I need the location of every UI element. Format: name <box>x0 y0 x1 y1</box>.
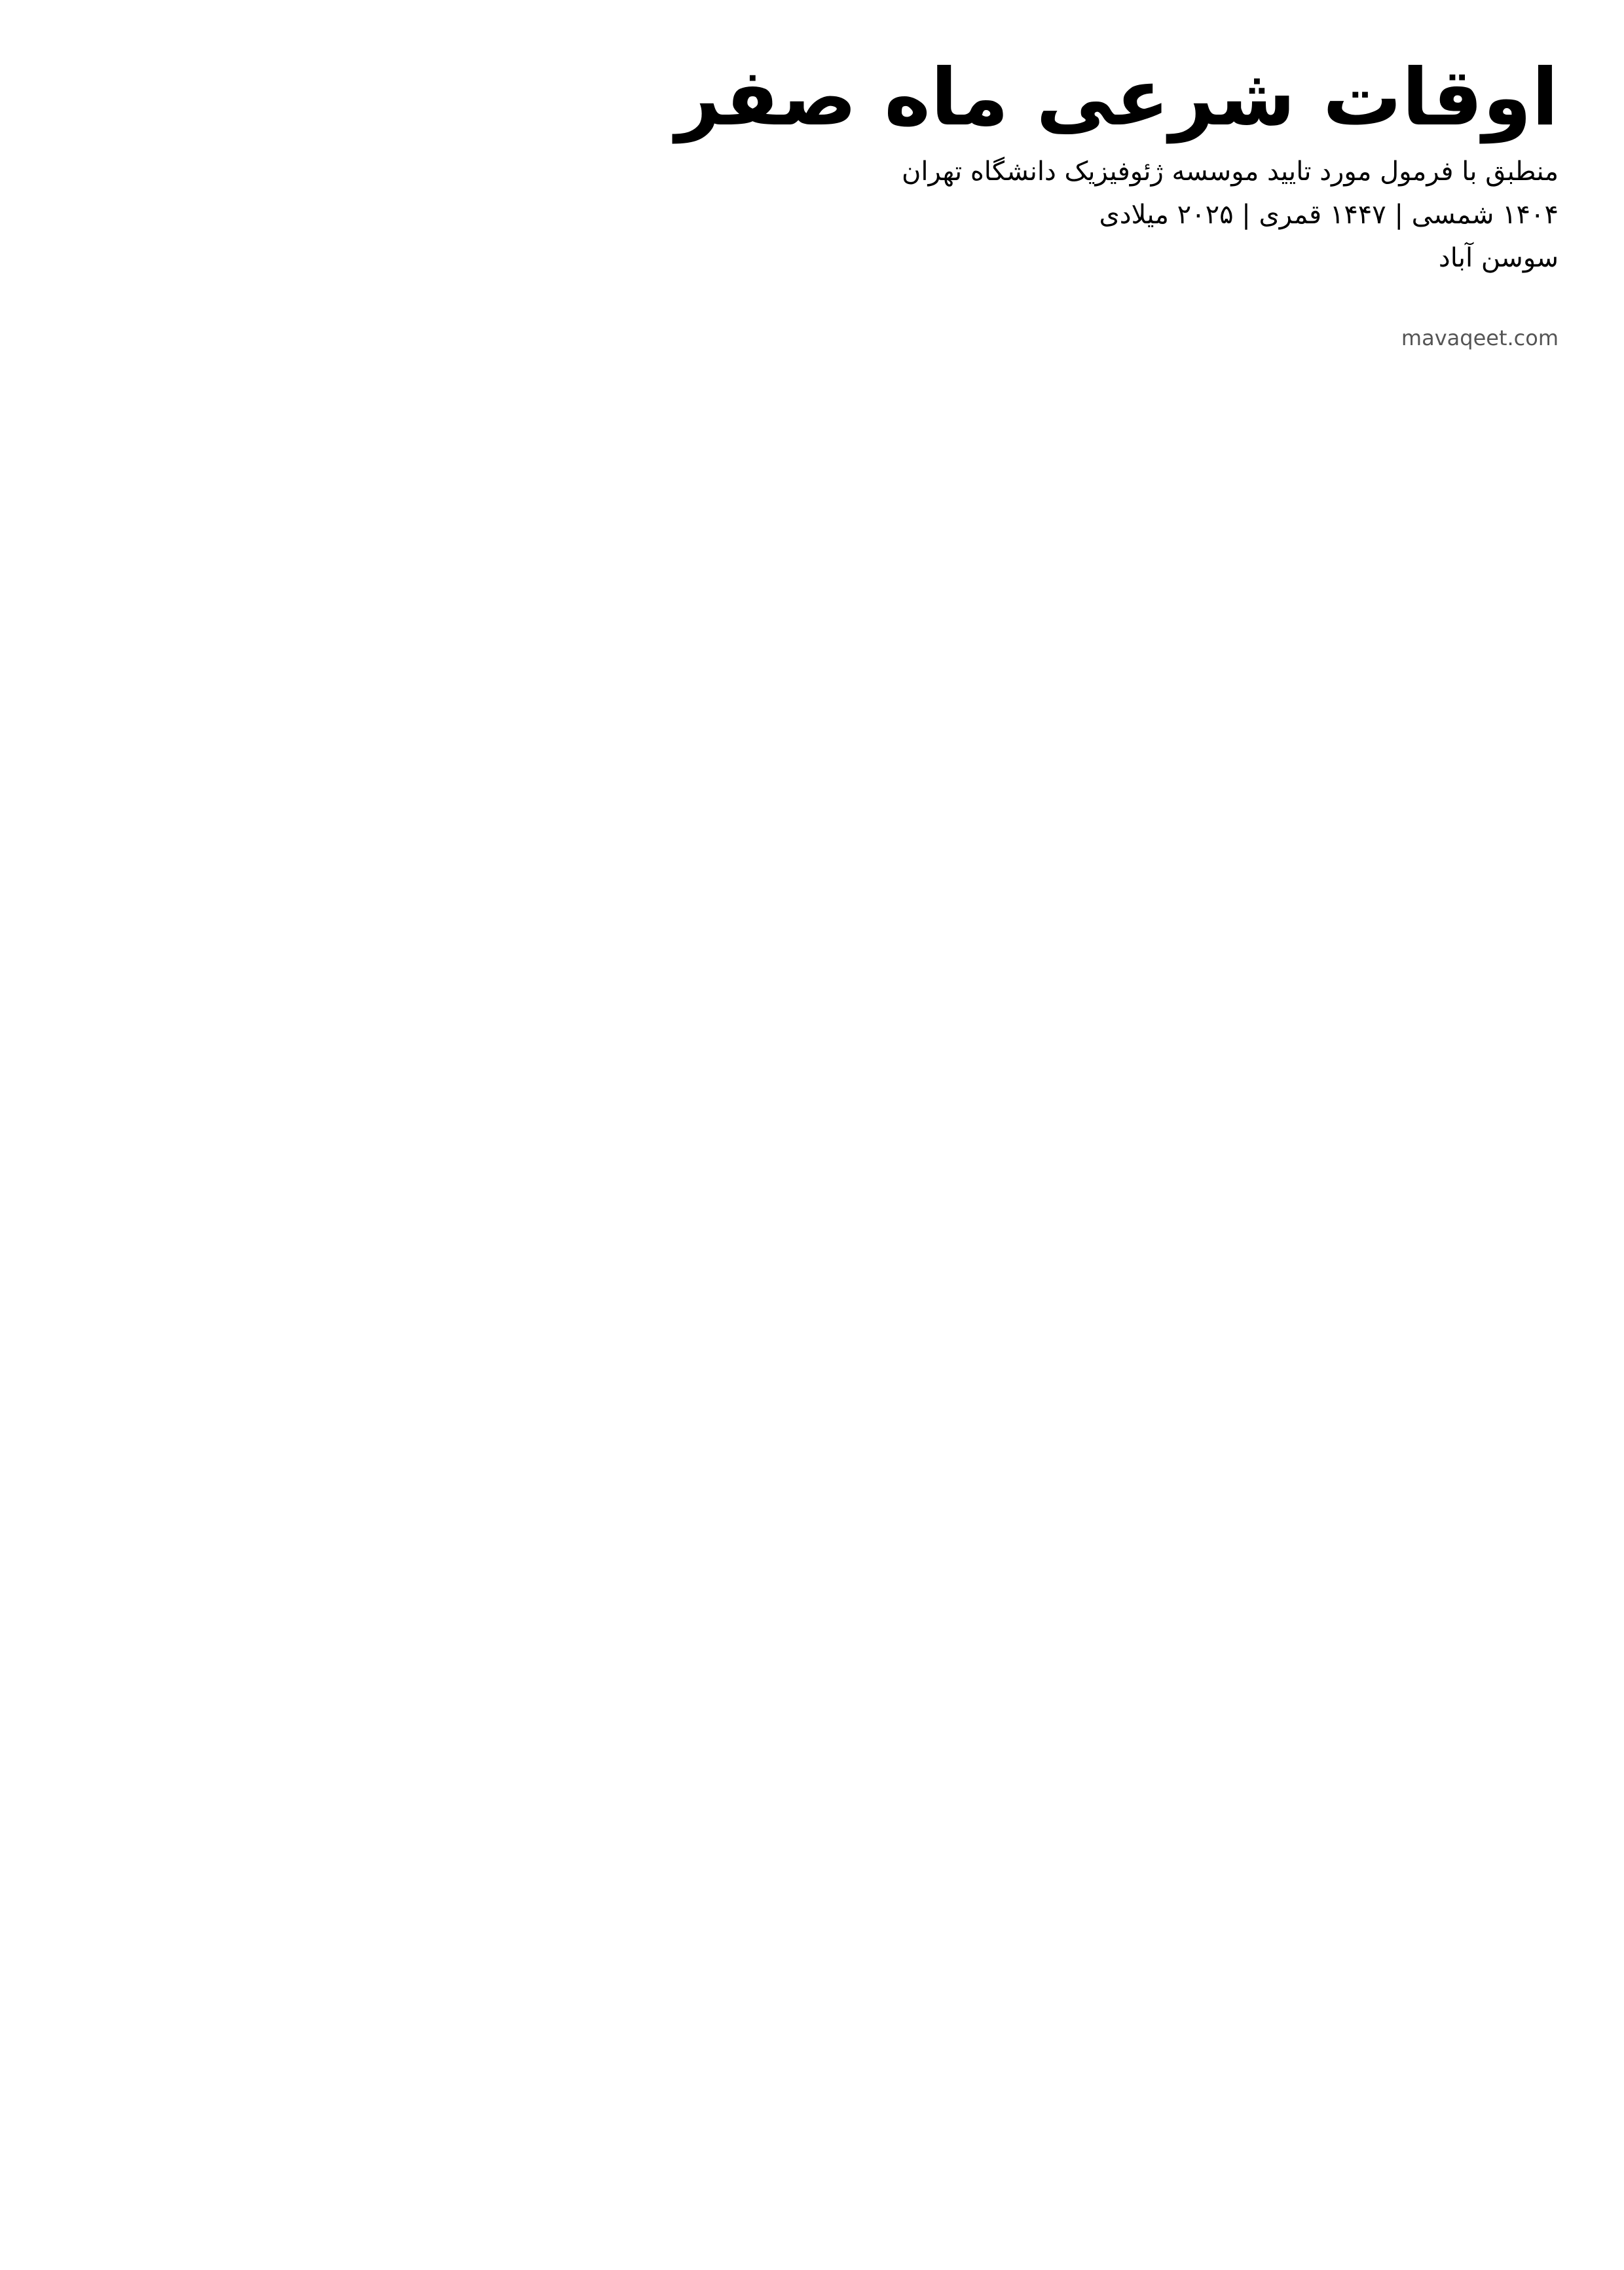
date-line: ۱۴۰۴ شمسی | ۱۴۴۷ قمری | ۲۰۲۵ میلادی <box>1099 200 1559 230</box>
page-subtitle: منطبق با فرمول مورد تایید موسسه ژئوفیزیک دانشگاه تهران <box>901 157 1559 187</box>
city-name: سوسن آباد <box>1438 243 1559 273</box>
footer-url: mavaqeet.com <box>1401 326 1559 350</box>
page-header <box>0 0 1624 326</box>
page-title: اوقات شرعی ماه صفر <box>675 52 1559 143</box>
